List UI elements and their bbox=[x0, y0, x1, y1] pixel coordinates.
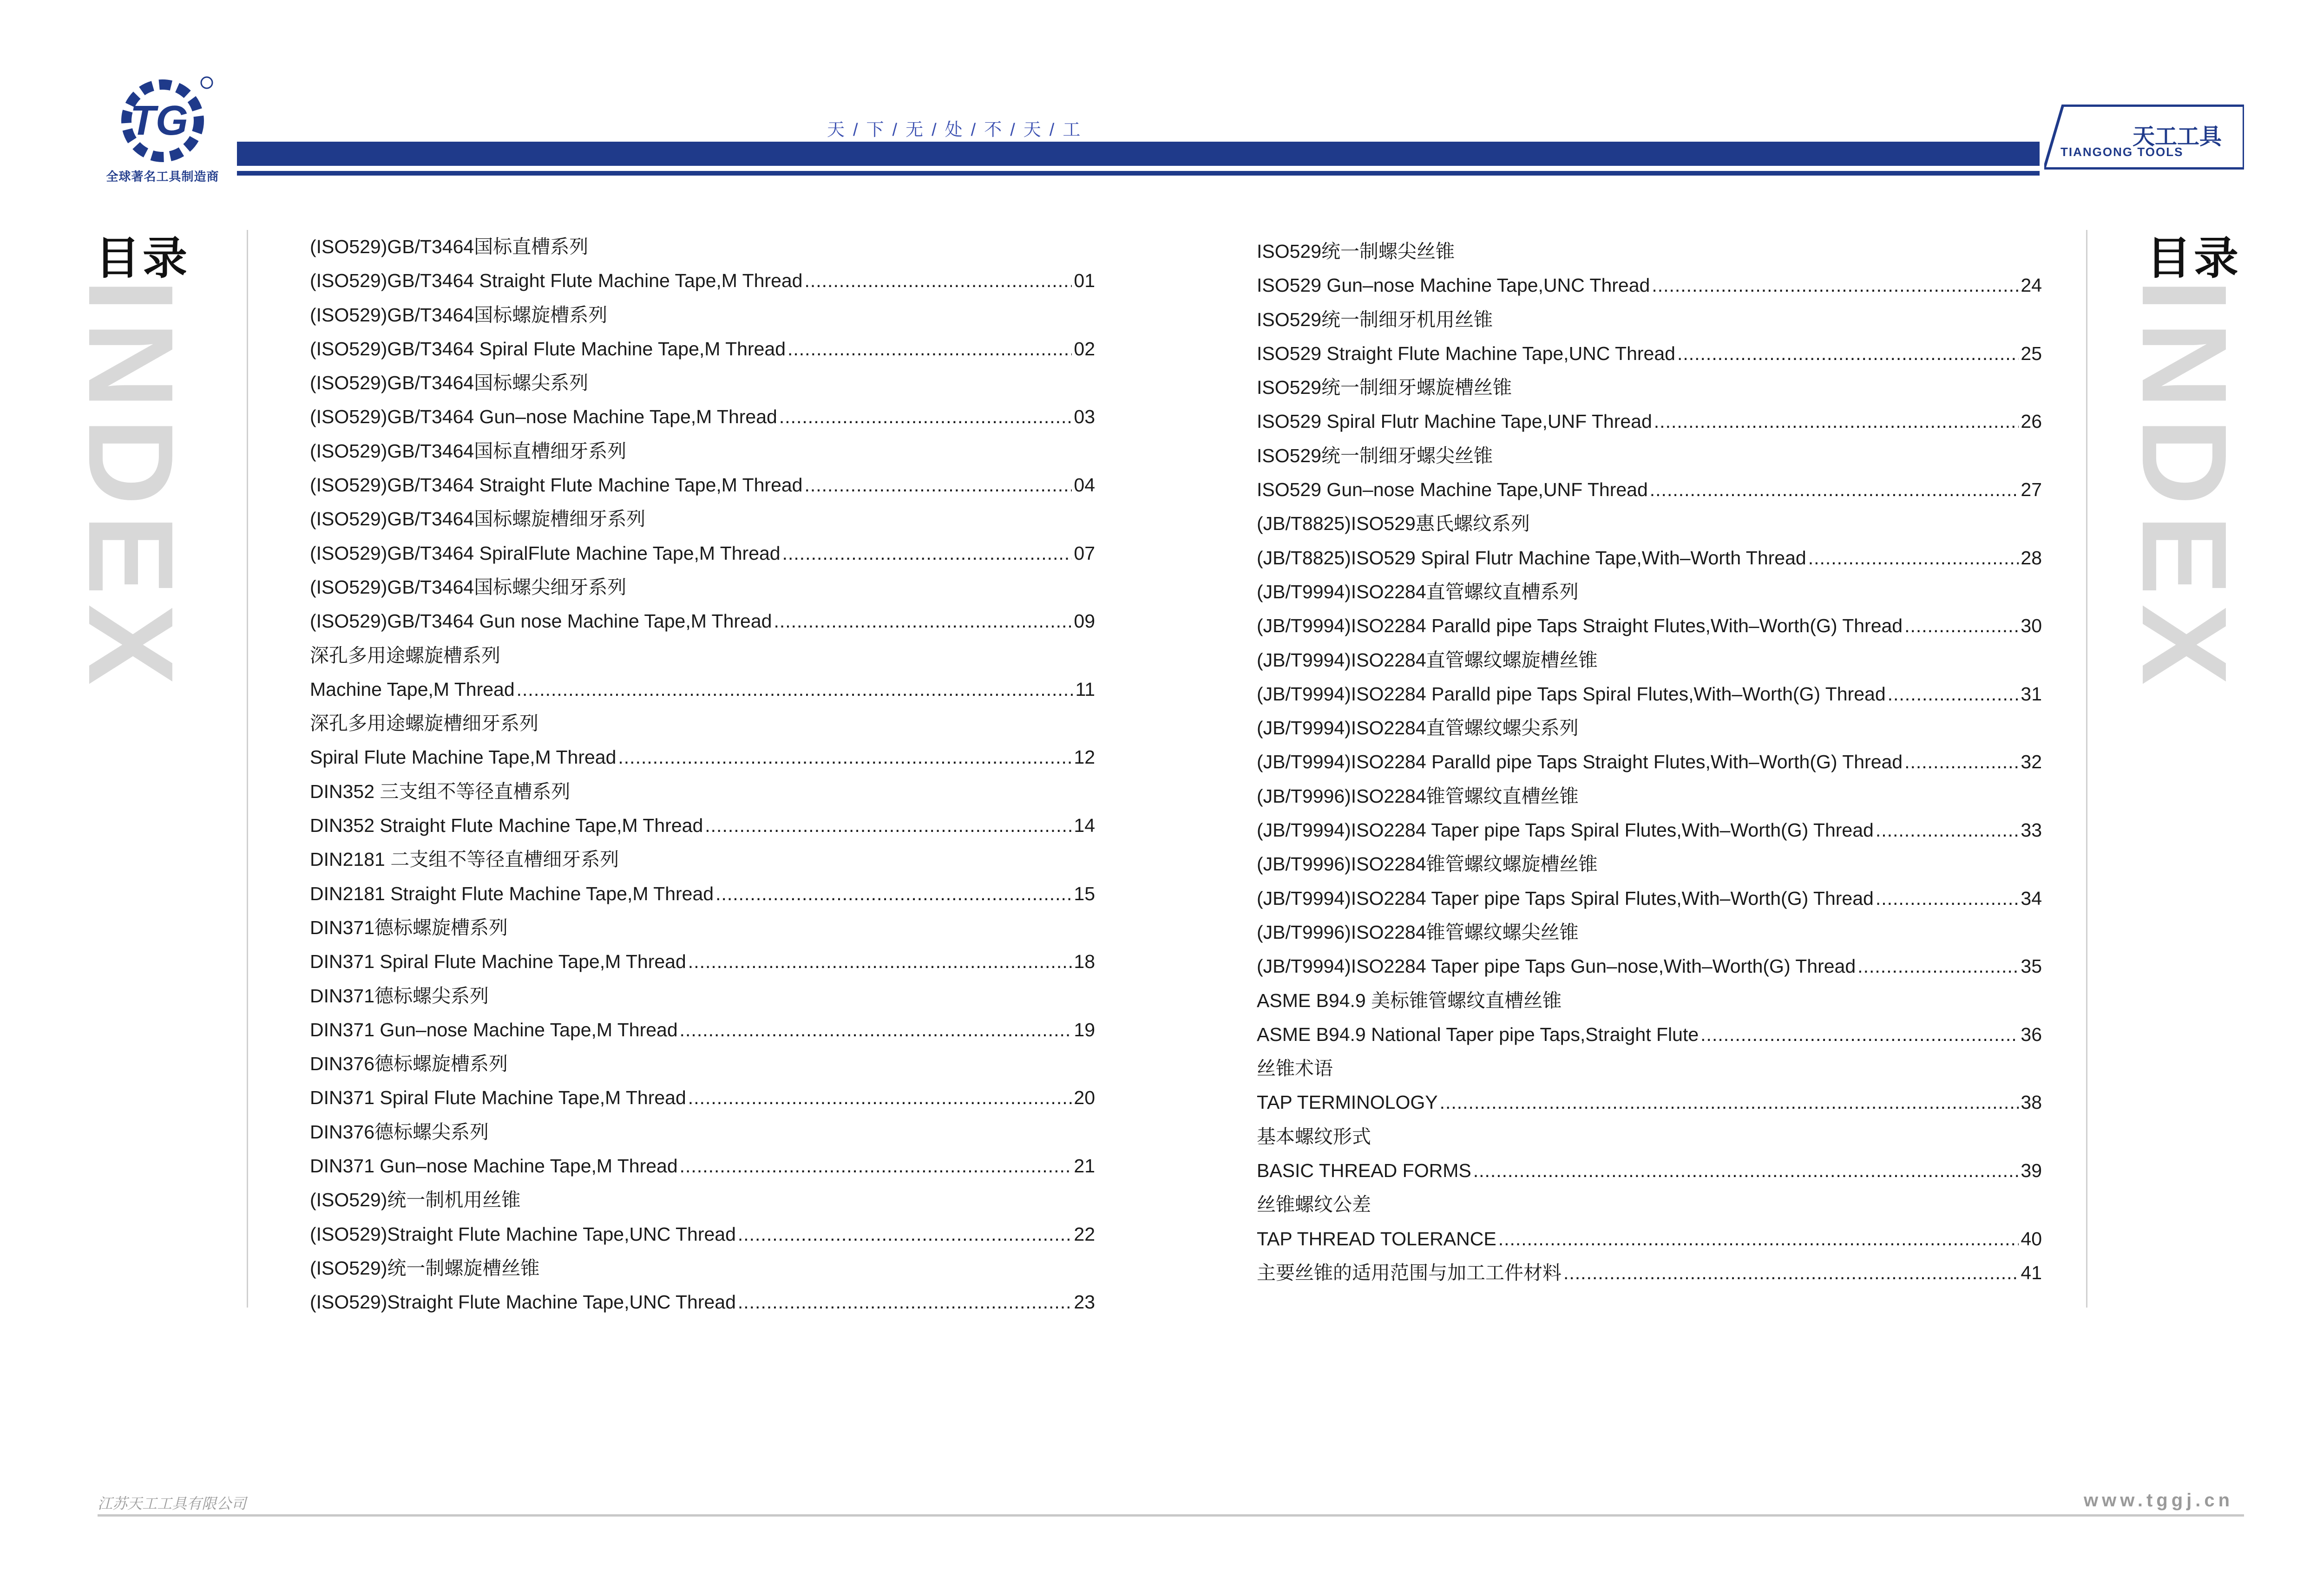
toc-right-column bbox=[1257, 235, 2042, 1290]
toc-section-heading: (JB/T9996)ISO2284锥管螺纹螺尖丝锥 bbox=[1257, 921, 1579, 943]
toc-page-number: 02 bbox=[1074, 338, 1095, 360]
toc-entry-title: TAP TERMINOLOGY bbox=[1257, 1092, 1438, 1113]
toc-entry-title: (JB/T9994)ISO2284 Taper pipe Taps Spiral Flutes,With–Worth(G) Thread bbox=[1257, 819, 1874, 841]
toc-section-heading: 丝锥术语 bbox=[1257, 1058, 1333, 1079]
toc-entry[interactable] bbox=[1257, 473, 2042, 507]
toc-leader-dots bbox=[1808, 541, 2019, 575]
toc-entry-title: (ISO529)GB/T3464 Straight Flute Machine Tape,M Thread bbox=[310, 474, 803, 496]
toc-entry-title: DIN371 Spiral Flute Machine Tape,M Thread bbox=[310, 1087, 686, 1109]
toc-entry[interactable] bbox=[1257, 1018, 2042, 1052]
toc-leader-dots bbox=[787, 332, 1072, 366]
toc-entry[interactable] bbox=[1257, 745, 2042, 779]
toc-entry[interactable] bbox=[1257, 1086, 2042, 1119]
toc-leader-dots bbox=[705, 809, 1072, 843]
toc-leader-dots bbox=[1904, 745, 2019, 779]
toc-page-number: 22 bbox=[1074, 1223, 1095, 1245]
toc-entry-title: ISO529 Straight Flute Machine Tape,UNC Thread bbox=[1257, 342, 1675, 364]
footer-company: 江苏天工工具有限公司 bbox=[98, 1495, 247, 1512]
toc-entry[interactable] bbox=[1257, 268, 2042, 302]
brand-name-cn: 天工工具 bbox=[2133, 124, 2222, 149]
toc-entry-title: (ISO529)Straight Flute Machine Tape,UNC Thread bbox=[310, 1291, 736, 1313]
toc-entry[interactable] bbox=[1257, 1222, 2042, 1256]
toc-page-number: 38 bbox=[2021, 1092, 2042, 1113]
toc-section-heading: (ISO529)GB/T3464国标螺尖系列 bbox=[310, 372, 589, 394]
toc-section-heading: ISO529统一制细牙螺尖丝锥 bbox=[1257, 445, 1493, 466]
toc-page-number: 20 bbox=[1074, 1087, 1095, 1109]
toc-entry[interactable] bbox=[1257, 609, 2042, 643]
toc-entry-title: (JB/T8825)ISO529 Spiral Flutr Machine Tape,With–Worth Thread bbox=[1257, 547, 1806, 569]
toc-page-number: 26 bbox=[2021, 411, 2042, 432]
toc-leader-dots bbox=[738, 1285, 1072, 1319]
index-watermark-right: INDEX bbox=[2117, 279, 2251, 694]
toc-leader-dots bbox=[1677, 337, 2019, 371]
toc-entry-title: (ISO529)GB/T3464 Gun–nose Machine Tape,M Thread bbox=[310, 406, 777, 428]
toc-leader-dots bbox=[1654, 405, 2019, 438]
toc-entry[interactable] bbox=[1257, 337, 2042, 371]
toc-section-heading: (ISO529)GB/T3464国标螺尖细牙系列 bbox=[310, 576, 627, 598]
toc-entry-title: (ISO529)GB/T3464 Straight Flute Machine Tape,M Thread bbox=[310, 270, 803, 292]
toc-page-number: 14 bbox=[1074, 815, 1095, 837]
toc-entry-title: TAP THREAD TOLERANCE bbox=[1257, 1228, 1496, 1249]
toc-page-number: 41 bbox=[2021, 1262, 2042, 1283]
toc-entry-title: DIN352 Straight Flute Machine Tape,M Thread bbox=[310, 815, 703, 837]
toc-entry[interactable] bbox=[1257, 1256, 2042, 1290]
toc-section-heading: 深孔多用途螺旋槽细牙系列 bbox=[310, 713, 538, 734]
brand-name-en: TIANGONG TOOLS bbox=[2061, 145, 2184, 159]
toc-entry[interactable] bbox=[310, 264, 1095, 298]
toc-leader-dots bbox=[779, 400, 1072, 434]
toc-entry[interactable] bbox=[310, 1013, 1095, 1047]
toc-leader-dots bbox=[1888, 677, 2019, 711]
toc-page-number: 01 bbox=[1074, 270, 1095, 292]
toc-entry-title: (JB/T9994)ISO2284 Taper pipe Taps Spiral Flutes,With–Worth(G) Thread bbox=[1257, 887, 1874, 909]
toc-leader-dots bbox=[1498, 1222, 2019, 1256]
toc-entry[interactable] bbox=[1257, 1154, 2042, 1188]
toc-section-heading: (ISO529)GB/T3464国标直槽细牙系列 bbox=[310, 440, 627, 462]
company-logo bbox=[112, 70, 223, 177]
toc-leader-dots bbox=[517, 673, 1074, 706]
toc-section-heading: (ISO529)统一制机用丝锥 bbox=[310, 1189, 521, 1211]
toc-leader-dots bbox=[1876, 882, 2019, 916]
toc-leader-dots bbox=[1440, 1086, 2019, 1119]
toc-entry-title: DIN371 Gun–nose Machine Tape,M Thread bbox=[310, 1019, 678, 1040]
toc-entry[interactable] bbox=[310, 1285, 1095, 1319]
toc-section-heading: DIN376德标螺尖系列 bbox=[310, 1121, 489, 1143]
toc-leader-dots bbox=[618, 740, 1072, 774]
toc-section-heading: (JB/T9994)ISO2284直管螺纹螺旋槽丝锥 bbox=[1257, 649, 1598, 671]
toc-entry-title: DIN371 Gun–nose Machine Tape,M Thread bbox=[310, 1155, 678, 1177]
toc-entry[interactable] bbox=[310, 604, 1095, 638]
toc-entry-title: (JB/T9994)ISO2284 Paralld pipe Taps Straight Flutes,With–Worth(G) Thread bbox=[1257, 751, 1903, 773]
toc-page-number: 11 bbox=[1075, 678, 1095, 700]
toc-entry-title: 主要丝锥的适用范围与加工工件材料 bbox=[1257, 1262, 1562, 1283]
toc-section-heading: (JB/T9996)ISO2284锥管螺纹直槽丝锥 bbox=[1257, 785, 1579, 807]
toc-page-number: 21 bbox=[1074, 1155, 1095, 1177]
toc-entry[interactable] bbox=[310, 332, 1095, 366]
toc-section-heading: 基本螺纹形式 bbox=[1257, 1125, 1371, 1147]
motto: 天/下/无/处/不/天/工 bbox=[827, 120, 1089, 140]
toc-entry-title: ISO529 Spiral Flutr Machine Tape,UNF Thread bbox=[1257, 411, 1652, 432]
toc-section-heading: ASME B94.9 美标锥管螺纹直槽丝锥 bbox=[1257, 989, 1562, 1011]
toc-entry-title: DIN371 Spiral Flute Machine Tape,M Thread bbox=[310, 951, 686, 973]
toc-left-column bbox=[310, 230, 1095, 1320]
toc-entry[interactable] bbox=[1257, 541, 2042, 575]
logo-caption: 全球著名工具制造商 bbox=[106, 170, 219, 183]
footer-line bbox=[98, 1514, 2244, 1517]
toc-entry[interactable] bbox=[1257, 677, 2042, 711]
toc-page-number: 27 bbox=[2021, 479, 2042, 501]
toc-entry-title: ISO529 Gun–nose Machine Tape,UNC Thread bbox=[1257, 275, 1650, 296]
toc-page-number: 32 bbox=[2021, 751, 2042, 773]
toc-entry[interactable] bbox=[310, 877, 1095, 911]
toc-entry-title: (JB/T9994)ISO2284 Paralld pipe Taps Straight Flutes,With–Worth(G) Thread bbox=[1257, 615, 1903, 637]
toc-entry[interactable] bbox=[310, 536, 1095, 570]
toc-section-heading: (JB/T8825)ISO529惠氏螺纹系列 bbox=[1257, 513, 1530, 535]
svg-text:TG: TG bbox=[130, 98, 188, 144]
catalog-title-left: 目录 bbox=[95, 234, 190, 283]
toc-leader-dots bbox=[688, 1081, 1072, 1115]
toc-page-number: 28 bbox=[2021, 547, 2042, 569]
toc-entry[interactable] bbox=[310, 740, 1095, 774]
toc-entry[interactable] bbox=[310, 1081, 1095, 1115]
toc-entry-title: (JB/T9994)ISO2284 Taper pipe Taps Gun–nose,With–Worth(G) Thread bbox=[1257, 955, 1856, 977]
toc-leader-dots bbox=[1563, 1256, 2019, 1290]
toc-entry[interactable] bbox=[310, 945, 1095, 979]
toc-section-heading: ISO529统一制细牙机用丝锥 bbox=[1257, 308, 1493, 330]
toc-leader-dots bbox=[715, 877, 1072, 911]
toc-leader-dots bbox=[804, 468, 1072, 502]
toc-leader-dots bbox=[738, 1217, 1072, 1251]
toc-entry-title: (ISO529)GB/T3464 SpiralFlute Machine Tape,M Thread bbox=[310, 542, 781, 564]
toc-page-number: 15 bbox=[1074, 883, 1095, 904]
toc-page-number: 23 bbox=[1074, 1291, 1095, 1313]
toc-entry[interactable] bbox=[310, 673, 1095, 706]
toc-leader-dots bbox=[1876, 813, 2019, 847]
footer-url[interactable]: www.tggj.cn bbox=[2084, 1490, 2234, 1511]
toc-section-heading: (ISO529)GB/T3464国标直槽系列 bbox=[310, 236, 589, 257]
toc-entry-title: DIN2181 Straight Flute Machine Tape,M Thread bbox=[310, 883, 714, 904]
toc-section-heading: (JB/T9994)ISO2284直管螺纹螺尖系列 bbox=[1257, 717, 1579, 739]
toc-section-heading: 丝锥螺纹公差 bbox=[1257, 1194, 1371, 1216]
toc-section-heading: DIN371德标螺旋槽系列 bbox=[310, 916, 508, 938]
toc-leader-dots bbox=[1904, 609, 2019, 643]
toc-entry[interactable] bbox=[1257, 405, 2042, 438]
toc-entry[interactable] bbox=[310, 1149, 1095, 1183]
toc-entry-title: BASIC THREAD FORMS bbox=[1257, 1160, 1471, 1182]
toc-page-number: 09 bbox=[1074, 610, 1095, 632]
toc-section-heading: (ISO529)统一制螺旋槽丝锥 bbox=[310, 1257, 540, 1279]
toc-entry[interactable] bbox=[310, 400, 1095, 434]
catalog-title-right: 目录 bbox=[2146, 234, 2241, 283]
header-underline bbox=[237, 171, 2040, 176]
toc-section-heading: DIN2181 二支组不等径直槽细牙系列 bbox=[310, 849, 619, 870]
toc-leader-dots bbox=[680, 1149, 1072, 1183]
toc-entry[interactable] bbox=[1257, 813, 2042, 847]
header-bar bbox=[237, 142, 2040, 166]
toc-leader-dots bbox=[804, 264, 1072, 298]
toc-entry-title: ISO529 Gun–nose Machine Tape,UNF Thread bbox=[1257, 479, 1648, 501]
index-watermark-left: INDEX bbox=[63, 279, 198, 694]
toc-page-number: 04 bbox=[1074, 474, 1095, 496]
toc-leader-dots bbox=[1652, 268, 2019, 302]
toc-page-number: 03 bbox=[1074, 406, 1095, 428]
toc-page-number: 39 bbox=[2021, 1160, 2042, 1182]
toc-page-number: 31 bbox=[2021, 683, 2042, 705]
toc-page-number: 18 bbox=[1074, 951, 1095, 973]
toc-section-heading: (ISO529)GB/T3464国标螺旋槽细牙系列 bbox=[310, 508, 646, 530]
toc-entry[interactable] bbox=[310, 809, 1095, 843]
toc-section-heading: DIN371德标螺尖系列 bbox=[310, 985, 489, 1007]
toc-leader-dots bbox=[774, 604, 1072, 638]
toc-section-heading: DIN376德标螺旋槽系列 bbox=[310, 1053, 508, 1075]
toc-entry[interactable] bbox=[310, 1217, 1095, 1251]
toc-leader-dots bbox=[1473, 1154, 2019, 1188]
toc-section-heading: ISO529统一制螺尖丝锥 bbox=[1257, 241, 1455, 262]
toc-page-number: 19 bbox=[1074, 1019, 1095, 1040]
divider-right bbox=[2086, 230, 2087, 1308]
toc-section-heading: DIN352 三支组不等径直槽系列 bbox=[310, 780, 571, 802]
toc-page-number: 33 bbox=[2021, 819, 2042, 841]
toc-entry-title: (JB/T9994)ISO2284 Paralld pipe Taps Spiral Flutes,With–Worth(G) Thread bbox=[1257, 683, 1886, 705]
toc-leader-dots bbox=[782, 536, 1072, 570]
toc-page-number: 30 bbox=[2021, 615, 2042, 637]
toc-entry-title: Spiral Flute Machine Tape,M Thread bbox=[310, 746, 617, 768]
toc-page-number: 24 bbox=[2021, 275, 2042, 296]
toc-page-number: 35 bbox=[2021, 955, 2042, 977]
toc-page-number: 25 bbox=[2021, 342, 2042, 364]
toc-leader-dots bbox=[688, 945, 1072, 979]
toc-page-number: 34 bbox=[2021, 887, 2042, 909]
toc-leader-dots bbox=[1700, 1018, 2019, 1052]
toc-leader-dots bbox=[1857, 949, 2019, 983]
toc-page-number: 07 bbox=[1074, 542, 1095, 564]
toc-entry[interactable] bbox=[310, 468, 1095, 502]
toc-section-heading: ISO529统一制细牙螺旋槽丝锥 bbox=[1257, 377, 1512, 399]
divider-left bbox=[247, 230, 248, 1308]
toc-entry-title: (ISO529)GB/T3464 Spiral Flute Machine Tape,M Thread bbox=[310, 338, 786, 360]
toc-entry[interactable] bbox=[1257, 882, 2042, 916]
toc-entry-title: (ISO529)GB/T3464 Gun nose Machine Tape,M Thread bbox=[310, 610, 772, 632]
toc-entry-title: (ISO529)Straight Flute Machine Tape,UNC Thread bbox=[310, 1223, 736, 1245]
toc-section-heading: (ISO529)GB/T3464国标螺旋槽系列 bbox=[310, 304, 608, 326]
toc-entry[interactable] bbox=[1257, 949, 2042, 983]
toc-section-heading: 深孔多用途螺旋槽系列 bbox=[310, 644, 500, 666]
toc-entry-title: ASME B94.9 National Taper pipe Taps,Straight Flute bbox=[1257, 1023, 1699, 1045]
toc-leader-dots bbox=[1650, 473, 2019, 507]
toc-page-number: 36 bbox=[2021, 1023, 2042, 1045]
toc-entry-title: Machine Tape,M Thread bbox=[310, 678, 515, 700]
toc-page-number: 40 bbox=[2021, 1228, 2042, 1249]
toc-leader-dots bbox=[680, 1013, 1072, 1047]
toc-section-heading: (JB/T9996)ISO2284锥管螺纹螺旋槽丝锥 bbox=[1257, 853, 1598, 875]
toc-section-heading: (JB/T9994)ISO2284直管螺纹直槽系列 bbox=[1257, 581, 1579, 602]
toc-page-number: 12 bbox=[1074, 746, 1095, 768]
